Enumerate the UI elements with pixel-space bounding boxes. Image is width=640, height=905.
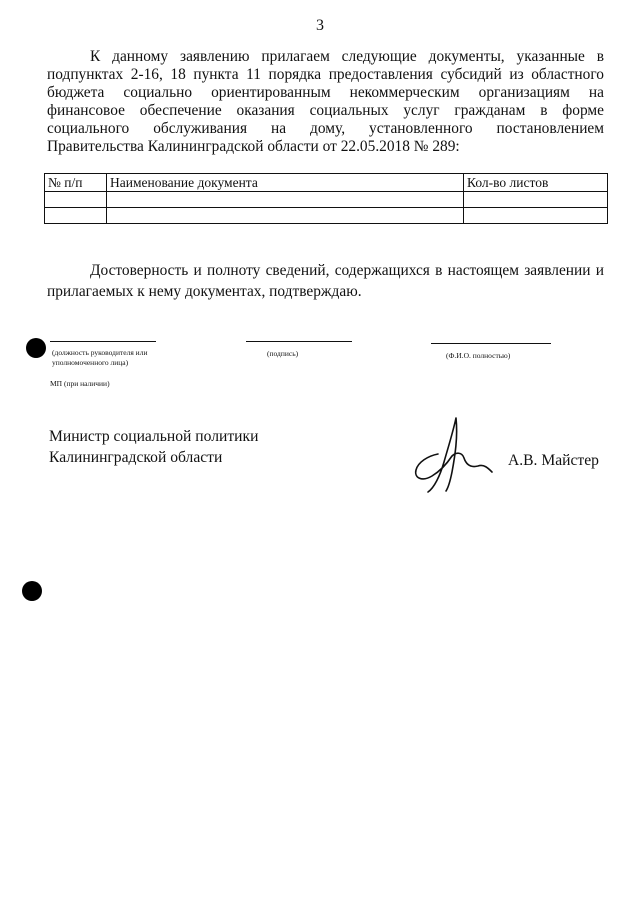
table-cell <box>45 192 107 208</box>
table-cell <box>464 192 608 208</box>
minister-title-line1: Министр социальной политики <box>49 428 259 445</box>
intro-paragraph: К данному заявлению прилагаем следующие документы, указанные в подпунктах 2-16, 18 пункта 11 порядка предоставления субсидий из областного бюджета социально ориентированным некоммерческим организациям на финансовое обеспечение оказания социальных услуг гражданам в форме социального обслуживания на дому, установленного постановлением Правительства Калининградской области от 22.05.2018 № 289: <box>47 48 604 155</box>
punch-hole-mark <box>26 338 46 358</box>
table-cell <box>464 208 608 224</box>
fullname-caption: (Ф.И.О. полностью) <box>446 351 511 360</box>
signature-stroke <box>416 418 492 492</box>
signature-caption: (подпись) <box>267 349 299 358</box>
minister-name: А.В. Майстер <box>508 452 599 469</box>
minister-title-line2: Калининградской области <box>49 448 223 466</box>
position-signature-line <box>50 341 156 342</box>
confirmation-paragraph: Достоверность и полноту сведений, содержащихся в настоящем заявлении и прилагаемых к нему документах, подтверждаю. <box>47 262 604 300</box>
table-cell <box>107 208 464 224</box>
header-number: № п/п <box>45 174 107 192</box>
signature-line <box>246 341 352 342</box>
table-cell <box>45 208 107 224</box>
documents-table <box>44 173 608 224</box>
position-caption-line1: (должность руководителя или <box>52 348 148 357</box>
table-header-row <box>45 174 608 192</box>
position-caption-line2: уполномоченного лица) <box>52 358 129 367</box>
stamp-caption: МП (при наличии) <box>50 379 110 388</box>
handwritten-signature <box>398 412 498 497</box>
fullname-line <box>431 343 551 344</box>
position-caption <box>52 348 147 368</box>
punch-hole-mark <box>22 581 42 601</box>
minister-title <box>49 427 258 468</box>
header-sheet-count: Кол-во листов <box>464 174 608 192</box>
page-number: 3 <box>316 17 324 34</box>
table-row <box>45 192 608 208</box>
table-row <box>45 208 608 224</box>
header-document-name: Наименование документа <box>107 174 464 192</box>
table-cell <box>107 192 464 208</box>
